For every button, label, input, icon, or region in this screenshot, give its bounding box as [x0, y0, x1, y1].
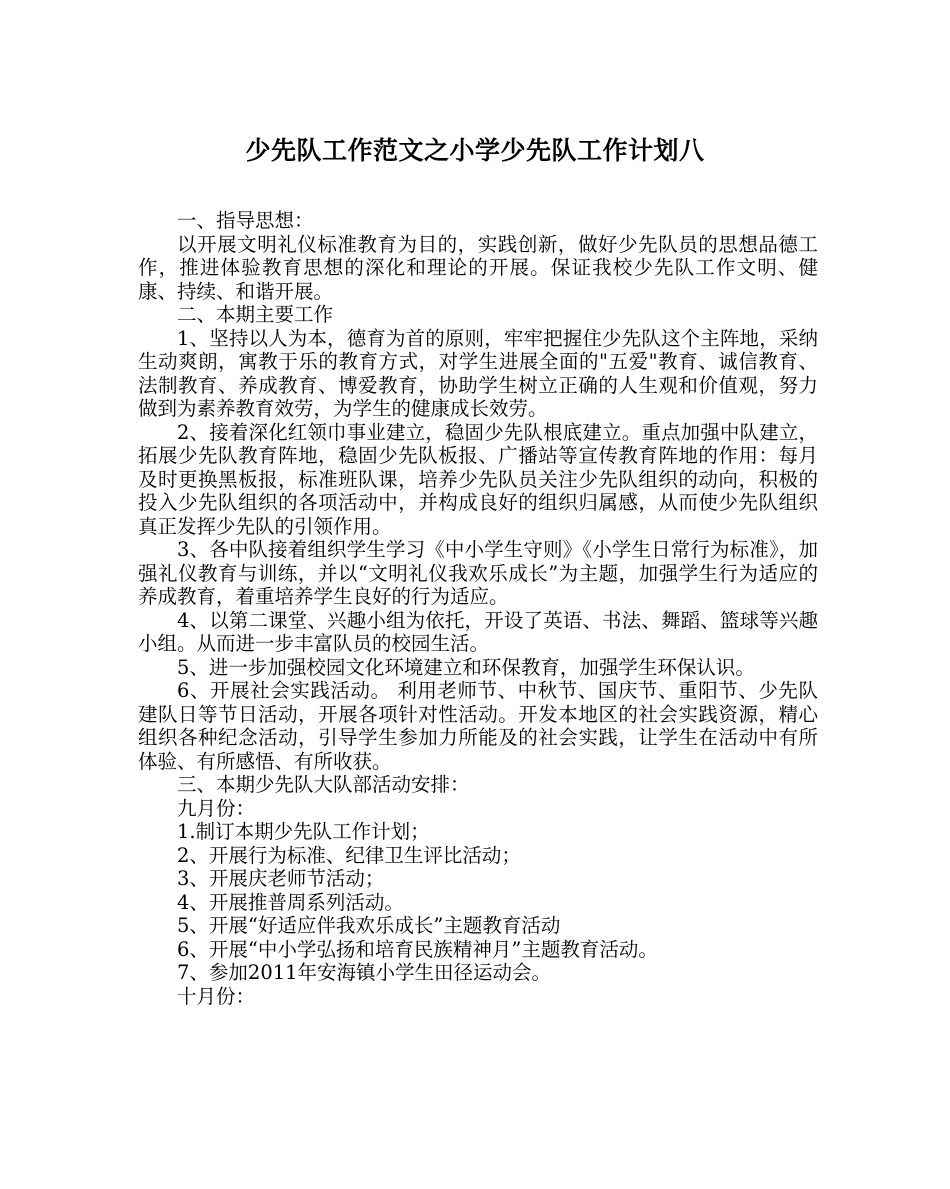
- work-item-2: 2、接着深化红领巾事业建立，稳固少先队根底建立。重点加强中队建立，拓展少先队教育阵地，稳固少先队板报、广播站等宣传教育阵地的作用：每月及时更换黑板报，标准班队课，培养少先队员关注少先队组织的动向，积极的投入少先队组织的各项活动中，并构成良好的组织归属感，从而使少先队组织真正发挥少先队的引领作用。: [138, 420, 818, 538]
- work-item-6: 6、开展社会实践活动。 利用老师节、中秋节、国庆节、重阳节、少先队建队日等节日活动，开展各项针对性活动。开发本地区的社会实践资源，精心组织各种纪念活动，引导学生参加力所能及的社会实践，让学生在活动中有所体验、有所感悟、有所收获。: [138, 679, 818, 773]
- section-heading-guiding-thought: 一、指导思想：: [177, 209, 314, 232]
- document-title: 少先队工作范文之小学少先队工作计划八: [245, 136, 705, 165]
- section-heading-activity-schedule: 三、本期少先队大队部活动安排：: [177, 773, 470, 796]
- september-item-7: 7、参加2011年安海镇小学生田径运动会。: [177, 961, 552, 984]
- month-heading-october: 十月份：: [177, 984, 256, 1008]
- september-item-6: 6、开展“中小学弘扬和培育民族精神月”主题教育活动。: [177, 937, 658, 961]
- september-item-1: 1.制订本期少先队工作计划；: [177, 820, 430, 843]
- work-item-1: 1、坚持以人为本，德育为首的原则，牢牢把握住少先队这个主阵地，采纳生动爽朗，寓教于乐的教育方式，对学生进展全面的"五爱"教育、诚信教育、法制教育、养成教育、博爱教育，协助学生树立正确的人生观和价值观，努力做到为素养教育效劳，为学生的健康成长效劳。: [138, 326, 818, 420]
- work-item-3: 3、各中队接着组织学生学习《中小学生守则》《小学生日常行为标准》，加强礼仪教育与训练，并以“文明礼仪我欢乐成长”为主题，加强学生行为适应的养成教育，着重培养学生良好的行为适应。: [138, 538, 818, 608]
- work-item-4: 4、以第二课堂、兴趣小组为依托，开设了英语、书法、舞蹈、篮球等兴趣小组。从而进一步丰富队员的校园生活。: [138, 608, 818, 655]
- september-item-3: 3、开展庆老师节活动；: [177, 867, 385, 890]
- september-item-4: 4、开展推普周系列活动。: [177, 890, 404, 914]
- work-item-5: 5、进一步加强校园文化环境建立和环保教育，加强学生环保认识。: [177, 655, 755, 679]
- document-body: [138, 209, 818, 1008]
- section-heading-main-work: 二、本期主要工作: [177, 303, 334, 326]
- month-heading-september: 九月份：: [177, 796, 256, 820]
- september-item-2: 2、开展行为标准、纪律卫生评比活动；: [177, 843, 521, 867]
- september-item-5: 5、开展“好适应伴我欢乐成长”主题教育活动: [177, 914, 561, 937]
- body-paragraph: 以开展文明礼仪标准教育为目的，实践创新，做好少先队员的思想品德工作，推进体验教育思想的深化和理论的开展。保证我校少先队工作文明、健康、持续、和谐开展。: [138, 232, 818, 303]
